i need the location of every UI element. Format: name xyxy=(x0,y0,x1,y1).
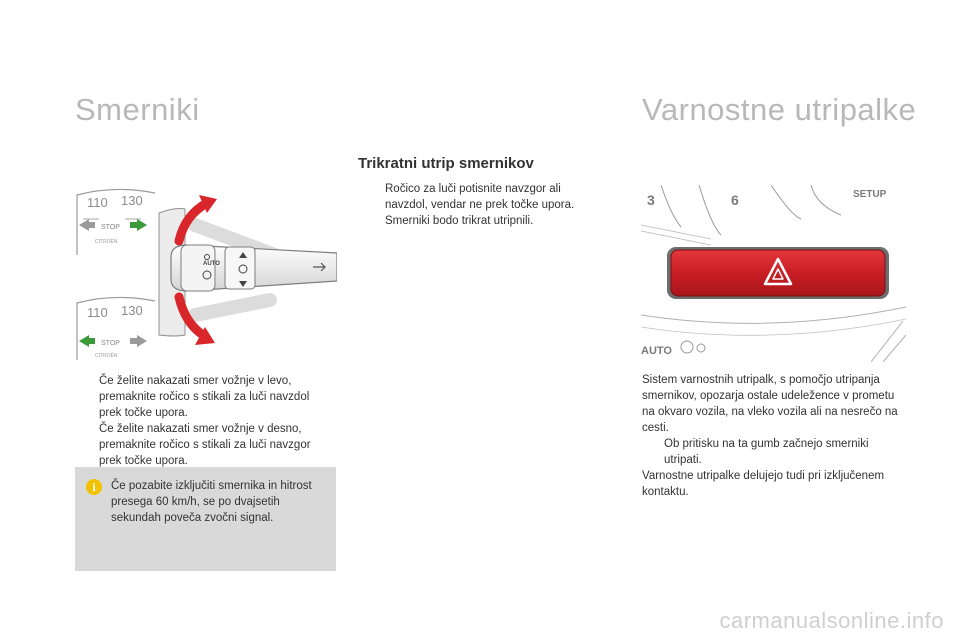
speed-label-130-top: 130 xyxy=(121,193,143,208)
stop-label-top: STOP xyxy=(101,224,120,231)
brand-label-bottom: CITROËN xyxy=(95,353,118,359)
info-icon: i xyxy=(86,479,102,495)
hazard-outro-text: Varnostne utripalke delujejo tudi pri izključenem kontaktu. xyxy=(642,470,885,498)
setup-label: SETUP xyxy=(853,189,887,200)
list-item: Če želite nakazati smer vožnje v desno, premaknite ročico s stikali za luči navzgor prek točke upora. xyxy=(99,423,311,467)
hazard-warning-button[interactable] xyxy=(671,250,885,296)
hazard-intro-text: Sistem varnostnih utripalk, s pomočjo utripanja smernikov, opozarja ostale udeležence v prometu na okvaro vozila, na vleko vozila ali na nesrečo na cesti. xyxy=(642,374,898,434)
hazard-description xyxy=(642,372,907,500)
stop-label-bottom: STOP xyxy=(101,340,120,347)
list-item: Ob pritisku na ta gumb začnejo smerniki utripati. xyxy=(664,438,869,466)
brand-label-top: CITROËN xyxy=(95,239,118,245)
watermark: carmanualsonline.info xyxy=(719,608,944,633)
list-item: Če želite nakazati smer vožnje v levo, premaknite ročico s stikali za luči navzdol prek točke upora. xyxy=(99,375,310,419)
dial-number-3: 3 xyxy=(647,192,655,208)
left-arrow-active-icon xyxy=(79,335,95,347)
list-item: Ročico za luči potisnite navzgor ali navzdol, vendar ne prek točke upora. Smerniki bodo trikrat utripnili. xyxy=(385,183,575,227)
right-arrow-inactive-icon xyxy=(130,335,147,347)
turn-signal-stalk-illustration xyxy=(75,185,337,362)
info-note-text: Če pozabite izključiti smernika in hitrost presega 60 km/h, se po dvajsetih sekundah poveča zvočni signal. xyxy=(111,480,312,524)
speed-label-110-bottom: 110 xyxy=(87,305,108,320)
left-arrow-indicator-icon xyxy=(79,219,95,231)
subheading-trikratni-utrip: Trikratni utrip smernikov xyxy=(358,155,534,172)
page-title-smerniki: Smerniki xyxy=(75,92,200,127)
speed-label-130-bottom: 130 xyxy=(121,303,143,318)
auto-label: AUTO xyxy=(203,261,220,267)
auto-label-dash: AUTO xyxy=(641,345,672,357)
stalk-position-down-ghost xyxy=(195,300,270,315)
left-bullet-list xyxy=(77,373,332,469)
instrument-cluster-bottom xyxy=(77,297,155,360)
instrument-cluster-top xyxy=(77,189,155,255)
middle-bullet-list xyxy=(363,181,585,229)
right-arrow-indicator-icon xyxy=(130,219,147,231)
hazard-switch-illustration xyxy=(641,185,906,362)
page-title-varnostne-utripalke: Varnostne utripalke xyxy=(642,92,917,127)
dial-number-6: 6 xyxy=(731,192,739,208)
lighting-stalk xyxy=(171,245,337,291)
speed-label-110-top: 110 xyxy=(87,195,108,210)
info-note-box xyxy=(75,467,336,571)
